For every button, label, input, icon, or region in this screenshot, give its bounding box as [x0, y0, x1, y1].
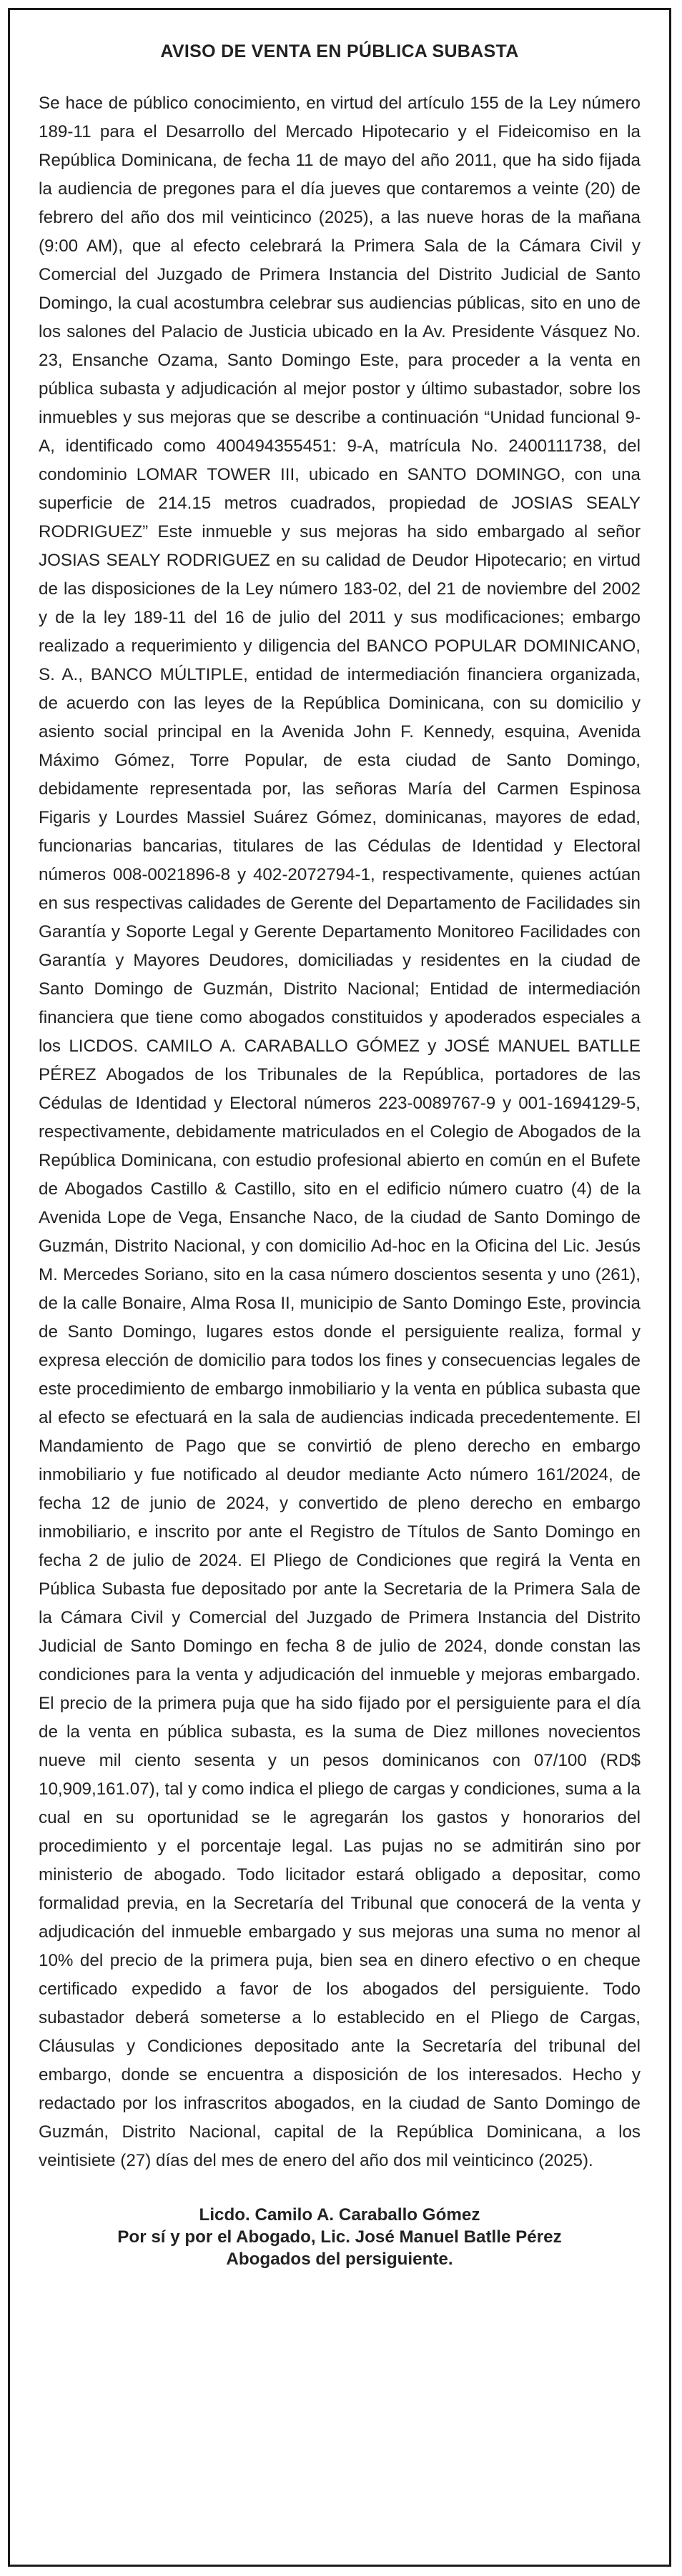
signature-line-1: Licdo. Camilo A. Caraballo Gómez [199, 2205, 480, 2225]
signature-line-3: Abogados del persiguiente. [226, 2250, 453, 2269]
signature-line-2: Por sí y por el Abogado, Lic. José Manuel Batlle Pérez [117, 2227, 562, 2247]
auction-notice [8, 8, 671, 2567]
notice-title: AVISO DE VENTA EN PÚBLICA SUBASTA [160, 41, 519, 61]
notice-body: Se hace de público conocimiento, en virtud del artículo 155 de la Ley número 189-11 para el Desarrollo del Mercado Hipotecario y el Fideicomiso en la República Dominicana, de fecha 11 de mayo del año 2011, que ha sido fijada la audiencia de pregones para el día jueves que contaremos a veinte (20) de febrero del año dos mil veinticinco (2025), a las nueve horas de la mañana (9:00 AM), que al efecto celebrará la Primera Sala de la Cámara Civil y Comercial del Juzgado de Primera Instancia del Distrito Judicial de Santo Domingo, la cual acostumbra celebrar sus audiencias públicas, sito en uno de los salones del Palacio de Justicia ubicado en la Av. Presidente Vásquez No. 23, Ensanche Ozama, Santo Domingo Este, para proceder a la venta en pública subasta y adjudicación al mejor postor y último subastador, sobre los inmuebles y sus mejoras que se describe a continuación “Unidad funcional 9-A, identificado como 400494355451: 9-A, matrícula No. 2400111738, del condominio LOMAR TOWER III, ubicado en SANTO DOMINGO, con una superficie de 214.15 metros cuadrados, propiedad de JOSIAS SEALY RODRIGUEZ” Este inmueble y sus mejoras ha sido embargado al señor JOSIAS SEALY RODRIGUEZ en su calidad de Deudor Hipotecario; en virtud de las disposiciones de la Ley número 183-02, del 21 de noviembre del 2002 y de la ley 189-11 del 16 de julio del 2011 y sus modificaciones; embargo realizado a requerimiento y diligencia del BANCO POPULAR DOMINICANO, S. A., BANCO MÚLTIPLE, entidad de intermediación financiera organizada, de acuerdo con las leyes de la República Dominicana, con su domicilio y asiento social principal en la Avenida John F. Kennedy, esquina, Avenida Máximo Gómez, Torre Popular, de esta ciudad de Santo Domingo, debidamente representada por, las señoras María del Carmen Espinosa Figaris y Lourdes Massiel Suárez Gómez, dominicanas, mayores de edad, funcionarias bancarias, titulares de las Cédulas de Identidad y Electoral números 008-0021896-8 y 402-2072794-1, respectivamente, quienes actúan en sus respectivas calidades de Gerente del Departamento de Facilidades sin Garantía y Soporte Legal y Gerente Departamento Monitoreo Facilidades con Garantía y Mayores Deudores, domiciliadas y residentes en la ciudad de Santo Domingo de Guzmán, Distrito Nacional; Entidad de intermediación financiera que tiene como abogados constituidos y apoderados especiales a los LICDOS. CAMILO A. CARABALLO GÓMEZ y JOSÉ MANUEL BATLLE PÉREZ Abogados de los Tribunales de la República, portadores de las Cédulas de Identidad y Electoral números 223-0089767-9 y 001-1694129-5, respectivamente, debidamente matriculados en el Colegio de Abogados de la República Dominicana, con estudio profesional abierto en común en el Bufete de Abogados Castillo & Castillo, sito en el edificio número cuatro (4) de la Avenida Lope de Vega, Ensanche Naco, de la ciudad de Santo Domingo de Guzmán, Distrito Nacional, y con domicilio Ad-hoc en la Oficina del Lic. Jesús M. Mercedes Soriano, sito en la casa número doscientos sesenta y uno (261), de la calle Bonaire, Alma Rosa II, municipio de Santo Domingo Este, provincia de Santo Domingo, lugares estos donde el persiguiente realiza, formal y expresa elección de domicilio para todos los fines y consecuencias legales de este procedimiento de embargo inmobiliario y la venta en pública subasta que al efecto se efectuará en la sala de audiencias indicada precedentemente. El Mandamiento de Pago que se convirtió de pleno derecho en embargo inmobiliario y fue notificado al deudor mediante Acto número 161/2024, de fecha 12 de junio de 2024, y convertido de pleno derecho en embargo inmobiliario, e inscrito por ante el Registro de Títulos de Santo Domingo en fecha 2 de julio de 2024. El Pliego de Condiciones que regirá la Venta en Pública Subasta fue depositado por ante la Secretaria de la Primera Sala de la Cámara Civil y Comercial del Juzgado de Primera Instancia del Distrito Judicial de Santo Domingo en fecha 8 de julio de 2024, donde constan las condiciones para la venta y adjudicación del inmueble y mejoras embargado. El precio de la primera puja que ha sido fijado por el persiguiente para el día de la venta en pública subasta, es la suma de Diez millones novecientos nueve mil ciento sesenta y un pesos dominicanos con 07/100 (RD$ 10,909,161.07), tal y como indica el pliego de cargas y condiciones, suma a la cual en su oportunidad se le agregarán los gastos y honorarios del procedimiento y el porcentaje legal. Las pujas no se admitirán sino por ministerio de abogado. Todo licitador estará obligado a depositar, como formalidad previa, en la Secretaría del Tribunal que conocerá de la venta y adjudicación del inmueble embargado y sus mejoras una suma no menor al 10% del precio de la primera puja, bien sea en dinero efectivo o en cheque certificado expedido a favor de los abogados del persiguiente. Todo subastador deberá someterse a lo establecido en el Pliego de Cargas, Cláusulas y Condiciones depositado ante la Secretaría del tribunal del embargo, donde se encuentra a disposición de los interesados. Hecho y redactado por los infrascritos abogados, en la ciudad de Santo Domingo de Guzmán, Distrito Nacional, capital de la República Dominicana, a los veintisiete (27) días del mes de enero del año dos mil veinticinco (2025). [39, 94, 641, 2170]
signature-block [39, 2204, 641, 2270]
